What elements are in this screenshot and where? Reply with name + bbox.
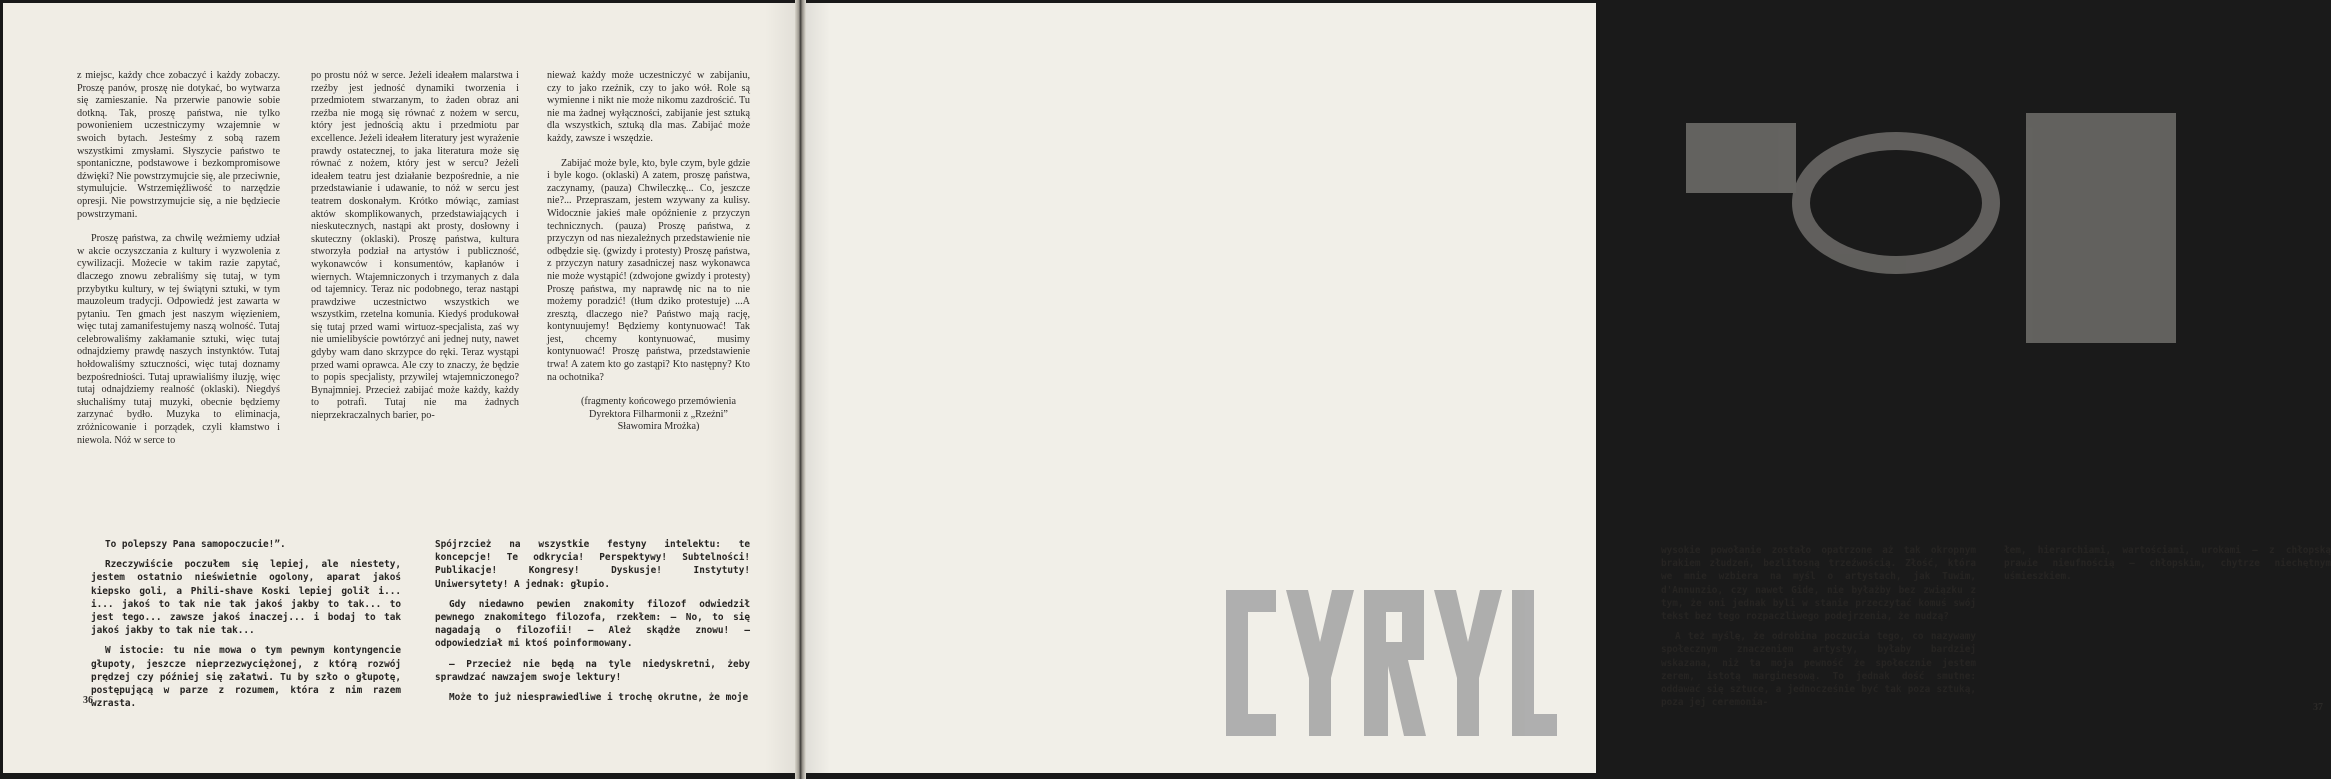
- paragraph: W istocie: tu nie mowa o tym pewnym kontyngencie głupoty, jeszcze nieprzezwyciężonej, z którą rozwój prędzej czy później się załatwi. Tu by szło o głupotę, postępującą w parze z rozumem, która z nim razem wzrasta.: [91, 645, 401, 710]
- paragraph: Proszę państwa, za chwilę weźmiemy udział w akcie oczyszczania z kultury i wyzwolenia z cywilizacji. Możecie w takim razie zapytać, dlaczego znowu zebraliśmy się tutaj, w tym przybytku kultury, w tej świątyni sztuki, w tym mauzoleum tradycji. Odpowiedź jest zawarta w pytaniu. Ten gmach jest naszym więzieniem, więc tutaj zamanifestujemy naszą wolność. Tutaj celebrowaliśmy zakłamanie sztuki, więc tutaj odnajdziemy prawdę naszych instynktów. Tutaj hołdowaliśmy sztuczności, więc tutaj doznamy bezpośredniości. Tutaj uprawialiśmy iluzję, więc tutaj odnajdziemy realność (oklaski). Niegdyś słuchaliśmy tutaj muzyki, obecnie będziemy zarzynać bydło. Muzyka to eliminacja, zróżnicowanie i porządek, czyli kłamstwo i niewola. Nóż w serce to: [77, 233, 280, 446]
- paragraph: Gdy niedawno pewien znakomity filozof odwiedził pewnego znakomitego filozofa, rzekłem: — No, to się nagadają o filozofii! — Ależ skądże znowu! — odpowiedział mi ktoś poinformowany.: [435, 598, 750, 650]
- paragraph: łem, hierarchiami, wartościami, urokami — z chłopską prawie nieufnością — chłopskim, chytrze niechętnym uśmieszkiem.: [2004, 545, 2331, 583]
- show-through-ghost-image: [1666, 93, 2186, 353]
- paragraph: nieważ każdy może uczestniczyć w zabijaniu, czy to jako rzeźnik, czy to jako wół. Role są wymienne i nikt nie może nikomu zazdrościć. Tu nie ma żadnej wyłączności, zabijanie jest sztuką dla wszystkich, sztuką dla mas. Zabijać może każdy, zawsze i wszędzie.: [547, 70, 750, 144]
- book-gutter: [795, 0, 806, 779]
- page-number-left: 36: [83, 695, 93, 706]
- right-bottom-column-1: [1661, 544, 1976, 709]
- paragraph: wysokie powołanie zostało opatrzone aż tak okropnym brakiem złudzeń, bezlitosną trzeźwością. Złość, która we mnie wzbiera na myśl o artystach, jak Tuwim, d'Annunzio, czy nawet Gide, nie byłażby bez związku z tym, że oni jednak byli w stanie przeczytać komuś swój tekst bez tego rozpaczliwego podejrzenia, że nudzą?: [1661, 545, 1976, 623]
- page-number-right: 37: [2313, 702, 2323, 713]
- paragraph: To polepszy Pana samopoczucie!”.: [105, 539, 286, 550]
- right-bottom-column-2: [2004, 544, 2331, 584]
- left-bottom-column-2: [435, 538, 750, 704]
- cyryl-watermark-logo: [1226, 590, 1557, 736]
- paragraph: Może to już niesprawiedliwe i trochę okrutne, że moje: [449, 692, 749, 704]
- paragraph: — Przecież nie będą na tyle niedyskretni, żeby sprawdzać nawzajem swoje lektury!: [435, 658, 750, 683]
- left-top-column-3: [547, 70, 750, 434]
- source-citation: (fragmenty końcowego przemówienia Dyrektora Filharmonii z „Rzeźni” Sławomira Mrożka): [580, 396, 737, 433]
- paragraph: Zabijać może byle, kto, byle czym, byle gdzie i byle kogo. (oklaski) A zatem, proszę państwa, zaczynamy, (pauza) Chwileczkę... Co, jeszcze nie?... Przepraszam, jestem wzywany za kulisy. Widocznie jakieś małe opóźnienie z przyczyn technicznych. (pauza) Proszę państwa, z przyczyn od nas niezależnych przedstawienie nie odbędzie się. (gwizdy i protesty) Proszę państwa, z przyczyn natury zasadniczej nasz wykonawca nie może wystąpić! (zdwojone gwizdy i protesty) Proszę państwa, my naprawdę nic na to nie możemy poradzić! (tłum dziko protestuje) ...A zresztą, dlaczego nie? Państwo mają rację, kontynuujemy! Będziemy kontynuować! Tak jest, chcemy kontynuować, musimy kontynuować! Proszę państwa, przedstawienie trwa! A zatem kto go zastąpi? Kto następny? Kto na ochotnika?: [547, 157, 750, 383]
- paragraph: po prostu nóż w serce. Jeżeli ideałem malarstwa i rzeźby jest jedność dynamiki tworzenia i przedmiotem stwarzanym, to żaden obraz ani rzeźba nie mogą się równać z nożem w sercu, który jest jednością aktu i przedmiotu par excellence. Jeżeli ideałem literatury jest wyrażenie prawdy ostatecznej, to jaka literatura może się równać z nożem, który jest w sercu? Jeżeli ideałem teatru jest działanie bezpośrednie, a nie przedstawianie i udawanie, to nóż w sercu jest teatrem doskonałym. Krótko mówiąc, zamiast aktów skomplikowanych, przedstawiających i nieskutecznych, nastąpi akt prosty, dosłowny i skuteczny (oklaski). Proszę państwa, kultura stworzyła podział na artystów i publiczność, wykonawców i konsumentów, kapłanów i wiernych. Wtajemniczonych i trzymanych z dala od tajemnicy. Teraz nic podobnego, teraz nastąpi prawdziwe uczestnictwo wszystkich we wszystkim, rzetelna komunia. Kiedyś produkował się tutaj przed wami wirtuoz-specjalista, zaś wy nie umielibyście powtórzyć ani jednej nuty, nawet gdyby wam dano skrzypce do ręki. Teraz wystąpi przed wami oprawca. Ale czy to znaczy, że będzie to popis specjalisty, przywilej wtajemniczonego? Bynajmniej. Przecież zabijać może każdy, każdy to potrafi. Tutaj nie ma żadnych nieprzekraczalnych barier, po-: [311, 70, 519, 422]
- left-page: [3, 3, 795, 773]
- left-top-column-2: [311, 70, 519, 423]
- left-bottom-column-1: [91, 538, 401, 710]
- left-top-column-1: [77, 70, 280, 447]
- paragraph: A też myślę, że odrobina poczucia tego, co nazywamy społecznym znaczeniem artysty, byłaby bardziej wskazana, niż ta moja pewność że społecznie jestem zerem, istotą marginesową. To jednak dość smutne: oddawać się sztuce, a jednocześnie być tak poza sztuką, poza jej ceremonia-: [1661, 631, 1976, 709]
- paragraph: Rzeczywiście poczułem się lepiej, ale niestety, jestem ostatnio nieświetnie ogolony, aparat jakoś kiepsko goli, a Phili-shave Koski lepiej golił i... i... jakoś to tak nie tak jakoś jakby to tak... to jest tego... zawsze jakoś inaczej... i bodaj to tak jakoś jakby to tak nie tak...: [91, 559, 401, 637]
- paragraph: Spójrzcież na wszystkie festyny intelektu: te koncepcje! Te odkrycia! Perspektywy! Subtelności! Publikacje! Kongresy! Dyskusje! Instytuty! Uniwersytety! A jednak: głupio.: [435, 539, 750, 590]
- paragraph: z miejsc, każdy chce zobaczyć i każdy zobaczy. Proszę panów, proszę nie dotykać, bo wytwarza się zamieszanie. Na przerwie panowie sobie dotkną. Tak, proszę państwa, nie tylko powonieniem uczestniczymy wzajemnie w swoich bytach. Jesteśmy z sobą razem wszystkimi zmysłami. Słyszycie państwo te spontaniczne, podstawowe i bezkompromisowe dźwięki? Nie powstrzymujcie się, ale przeciwnie, stymulujcie. Wstrzemięźliwość to narzędzie opresji. Nie powstrzymujcie się, a nie będziecie powstrzymani.: [77, 70, 280, 220]
